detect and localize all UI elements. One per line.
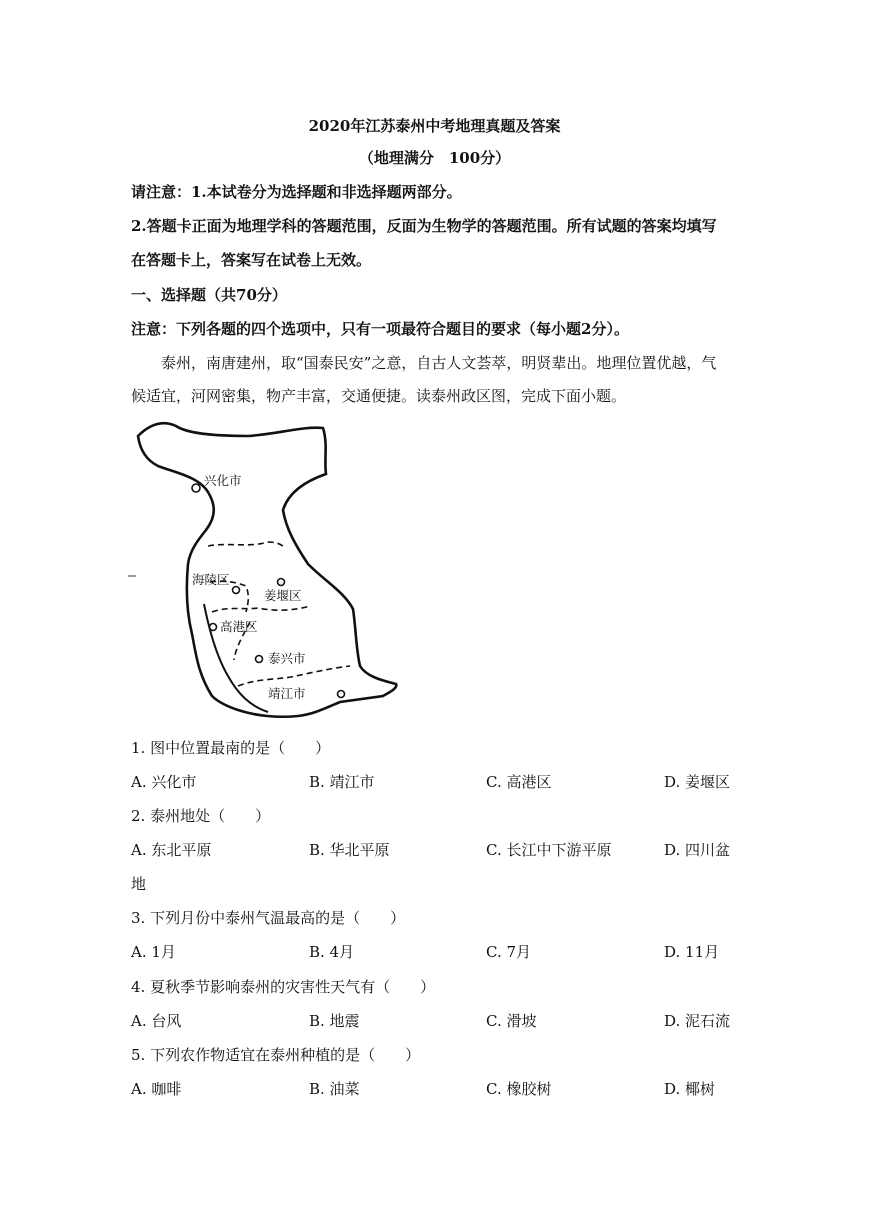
question-3-option-c: C. 7月: [486, 943, 532, 961]
question-3-option-b: B. 4月: [309, 943, 355, 961]
question-4-option-a: A. 台风: [131, 1012, 182, 1030]
gaogang-dot: [210, 624, 217, 631]
question-2-stem: 2. 泰州地处（ ）: [131, 807, 271, 825]
question-4-stem: 4. 夏秋季节影响泰州的灾害性天气有（ ）: [131, 978, 436, 996]
intro-line-1: 泰州，南唐建州，取“国泰民安”之意，自古人文荟萃，明贤辈出。地理位置优越，气: [161, 354, 717, 372]
map-label-hailing: 海陵区: [192, 572, 230, 587]
question-5-option-a: A. 咖啡: [131, 1080, 182, 1098]
taizhou-map: [128, 414, 410, 720]
map-label-gaogang: 高港区: [220, 619, 258, 634]
question-5-option-c: C. 橡胶树: [486, 1080, 552, 1098]
notice-1: 请注意：1.本试卷分为选择题和非选择题两部分。: [131, 183, 462, 201]
question-3-stem: 3. 下列月份中泰州气温最高的是（ ）: [131, 909, 406, 927]
jingjiang-dot: [338, 691, 345, 698]
hailing-dot: [233, 587, 240, 594]
notice-2-line-1: 2.答题卡正面为地理学科的答题范围，反面为生物学的答题范围。所有试题的答案均填写: [131, 217, 717, 235]
question-4-option-c: C. 滑坡: [486, 1012, 537, 1030]
map-label-xinghua: 兴化市: [204, 473, 242, 488]
question-5-option-b: B. 油菜: [309, 1080, 360, 1098]
section-note: 注意：下列各题的四个选项中，只有一项最符合题目的要求（每小题2分）。: [131, 320, 629, 338]
district-boundary: [212, 606, 310, 612]
taixing-dot: [256, 656, 263, 663]
question-1-stem: 1. 图中位置最南的是（ ）: [131, 739, 331, 757]
question-2-option-a: A. 东北平原: [131, 841, 212, 859]
question-4-option-b: B. 地震: [309, 1012, 360, 1030]
question-1-option-b: B. 靖江市: [309, 773, 375, 791]
jiangyan-dot: [278, 579, 285, 586]
question-5-stem: 5. 下列农作物适宜在泰州种植的是（ ）: [131, 1046, 421, 1064]
question-5-option-d: D. 椰树: [664, 1080, 716, 1098]
question-3-option-d: D. 11月: [664, 943, 720, 961]
notice-2-line-2: 在答题卡上，答案写在试卷上无效。: [131, 251, 372, 269]
district-boundary: [208, 542, 283, 546]
question-2-option-d-wrap: 地: [131, 875, 147, 893]
question-1-option-d: D. 姜堰区: [664, 773, 731, 791]
question-1-option-a: A. 兴化市: [131, 773, 197, 791]
section-heading: 一、选择题（共70分）: [131, 286, 287, 304]
map-outer-boundary: [138, 423, 396, 717]
question-4-option-d: D. 泥石流: [664, 1012, 731, 1030]
xinghua-dot: [192, 484, 200, 492]
question-3-option-a: A. 1月: [131, 943, 176, 961]
map-label-jiangyan: 姜堰区: [264, 588, 302, 603]
map-label-jingjiang: 靖江市: [268, 686, 306, 701]
question-2-option-d: D. 四川盆: [664, 841, 731, 859]
question-2-option-b: B. 华北平原: [309, 841, 390, 859]
question-2-option-c: C. 长江中下游平原: [486, 841, 612, 859]
map-label-taixing: 泰兴市: [268, 651, 306, 666]
page-subtitle: （地理满分 100分）: [358, 149, 511, 167]
district-boundary: [238, 666, 350, 686]
page-title: 2020年江苏泰州中考地理真题及答案: [308, 117, 561, 135]
intro-line-2: 候适宜，河网密集，物产丰富，交通便捷。读泰州政区图，完成下面小题。: [131, 387, 627, 405]
question-1-option-c: C. 高港区: [486, 773, 552, 791]
